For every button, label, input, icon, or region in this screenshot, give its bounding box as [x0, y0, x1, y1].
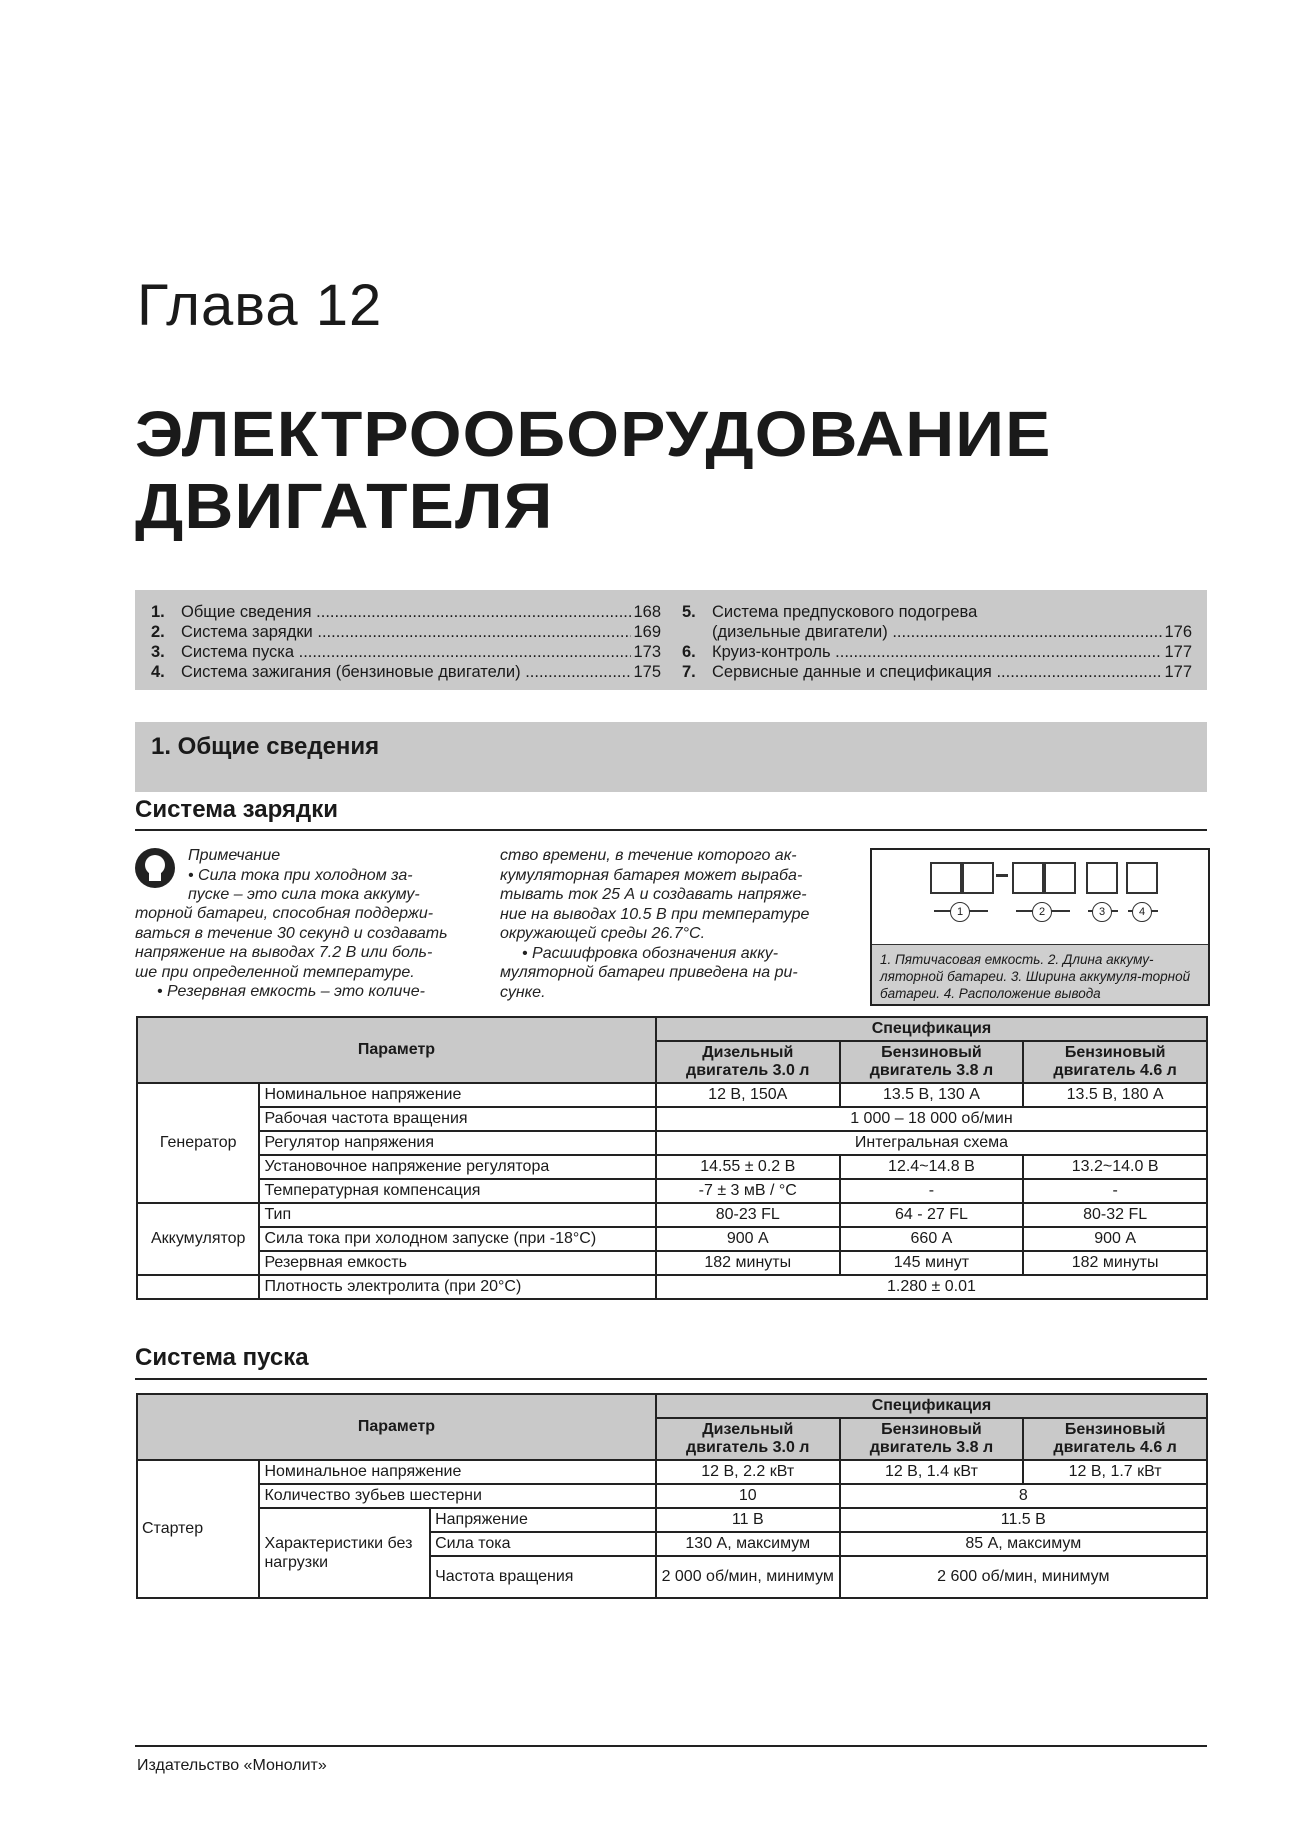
marker-1: 1	[950, 902, 970, 922]
value-cell: 13.2~14.0 В	[1023, 1155, 1207, 1179]
param-cell: Сила тока	[430, 1532, 656, 1556]
param-cell: Резервная емкость	[259, 1251, 655, 1275]
note-line: ние на выводах 10.5 В при температуре	[500, 905, 810, 923]
noload-group: Характеристики без нагрузки	[259, 1508, 430, 1598]
toc-item[interactable]: 3. Система пуска ..... 173	[151, 642, 661, 662]
header-parameter: Параметр	[137, 1017, 656, 1083]
table-of-contents	[135, 590, 1207, 690]
param-cell: Установочное напряжение регулятора	[259, 1155, 655, 1179]
toc-item[interactable]: 4. Система зажигания (бензиновые двигатели) ..... 175	[151, 662, 661, 682]
value-cell: 660 А	[840, 1227, 1024, 1251]
header-col: Дизельный двигатель 3.0 л	[656, 1041, 840, 1083]
chapter-label: Глава 12	[137, 273, 383, 338]
table-row	[137, 1179, 1207, 1203]
group-battery: Аккумулятор	[137, 1203, 259, 1275]
value-cell: 900 А	[1023, 1227, 1207, 1251]
value-cell: 13.5 В, 130 А	[840, 1083, 1024, 1107]
code-box	[930, 862, 962, 894]
battery-code-diagram	[870, 848, 1210, 1006]
group-generator: Генератор	[137, 1083, 259, 1203]
value-cell: 10	[656, 1484, 840, 1508]
value-cell: 64 - 27 FL	[840, 1203, 1024, 1227]
note-heading: Примечание	[188, 847, 281, 864]
param-cell: Частота вращения	[430, 1556, 656, 1598]
starting-spec-table	[136, 1393, 1208, 1599]
marker-2: 2	[1032, 902, 1052, 922]
value-cell: 12 В, 1.4 кВт	[840, 1460, 1024, 1484]
note-column-1-cont	[135, 904, 480, 1002]
value-cell: 80-32 FL	[1023, 1203, 1207, 1227]
value-cell: 13.5 В, 180 А	[1023, 1083, 1207, 1107]
value-cell: 12.4~14.8 В	[840, 1155, 1024, 1179]
table-row	[137, 1508, 1207, 1532]
footer-rule	[135, 1745, 1207, 1747]
toc-item[interactable]: 6. Круиз-контроль ..... 177	[682, 642, 1192, 662]
toc-item[interactable]: 2. Система зарядки ..... 169	[151, 622, 661, 642]
note-bulb-icon	[135, 848, 175, 888]
param-cell: Напряжение	[430, 1508, 656, 1532]
note-line: ше при определенной температуре.	[135, 963, 415, 981]
table-row	[137, 1083, 1207, 1107]
value-cell: 80-23 FL	[656, 1203, 840, 1227]
note-line: пуске – это сила тока аккуму-	[188, 886, 420, 903]
value-cell: 182 минуты	[1023, 1251, 1207, 1275]
note-line: • Резервная емкость – это количе-	[157, 983, 425, 1000]
value-cell: 85 А, максимум	[840, 1532, 1207, 1556]
value-cell: 130 А, максимум	[656, 1532, 840, 1556]
chapter-title-line2: ДВИГАТЕЛЯ	[135, 470, 554, 542]
toc-item[interactable]: 7. Сервисные данные и спецификация ..... 177	[682, 662, 1192, 682]
marker-4: 4	[1132, 902, 1152, 922]
note-column-1	[188, 846, 478, 905]
value-cell: -7 ± 3 мВ / °C	[656, 1179, 840, 1203]
note-line: торной батареи, способная поддержи-	[135, 905, 434, 922]
param-cell: Рабочая частота вращения	[259, 1107, 655, 1131]
publisher-footer: Издательство «Монолит»	[137, 1757, 327, 1774]
param-cell: Сила тока при холодном запуске (при -18°C)	[259, 1227, 655, 1251]
section-title: 1. Общие сведения	[151, 733, 380, 760]
table-row	[137, 1275, 1207, 1299]
value-cell: 12 В, 1.7 кВт	[1023, 1460, 1207, 1484]
param-cell: Количество зубьев шестерни	[259, 1484, 655, 1508]
value-cell: 8	[840, 1484, 1207, 1508]
header-col: Бензиновый двигатель 3.8 л	[840, 1041, 1024, 1083]
code-box	[1126, 862, 1158, 894]
value-cell: 2 600 об/мин, минимум	[840, 1556, 1207, 1598]
table-row	[137, 1131, 1207, 1155]
value-cell: 2 000 об/мин, минимум	[656, 1556, 840, 1598]
value-cell: 12 В, 2.2 кВт	[656, 1460, 840, 1484]
toc-left-column	[151, 602, 661, 682]
diagram-caption: 1. Пятичасовая емкость. 2. Длина аккуму-ляторной батареи. 3. Ширина аккумуля-торной батареи. 4. Расположение вывода	[872, 944, 1208, 1004]
heading-rule	[135, 1378, 1207, 1380]
value-cell: 14.55 ± 0.2 В	[656, 1155, 840, 1179]
header-specification: Спецификация	[656, 1394, 1207, 1418]
value-cell: 1 000 – 18 000 об/мин	[656, 1107, 1207, 1131]
value-cell: -	[1023, 1179, 1207, 1203]
note-line: ваться в течение 30 секунд и создавать	[135, 924, 448, 942]
note-line: • Сила тока при холодном за-	[188, 866, 413, 884]
heading-rule	[135, 829, 1207, 831]
toc-item[interactable]: (дизельные двигатели) ..... 176	[682, 622, 1192, 642]
chapter-title	[135, 398, 1051, 542]
code-box	[962, 862, 994, 894]
param-cell: Номинальное напряжение	[259, 1460, 655, 1484]
note-line: муляторной батареи приведена на ри-	[500, 964, 798, 981]
value-cell: 11 В	[656, 1508, 840, 1532]
value-cell: 12 В, 150А	[656, 1083, 840, 1107]
table-row	[137, 1227, 1207, 1251]
header-col: Бензиновый двигатель 4.6 л	[1023, 1041, 1207, 1083]
note-column-2	[500, 846, 845, 1002]
param-cell: Температурная компенсация	[259, 1179, 655, 1203]
note-line: тывать ток 25 А и создавать напряже-	[500, 886, 807, 903]
param-cell: Плотность электролита (при 20°C)	[259, 1275, 655, 1299]
code-box	[1012, 862, 1044, 894]
table-row	[137, 1484, 1207, 1508]
value-cell: 900 А	[656, 1227, 840, 1251]
param-cell: Регулятор напряжения	[259, 1131, 655, 1155]
toc-right-column	[682, 602, 1192, 682]
empty-group-cell	[137, 1275, 259, 1299]
table-row	[137, 1107, 1207, 1131]
header-specification: Спецификация	[656, 1017, 1207, 1041]
table-row	[137, 1203, 1207, 1227]
code-dash	[996, 874, 1008, 877]
section-header	[135, 722, 1207, 792]
code-box	[1044, 862, 1076, 894]
toc-item[interactable]: 1. Общие сведения ..... 168	[151, 602, 661, 622]
toc-item[interactable]: 5. Система предпускового подогрева	[682, 603, 978, 621]
note-line: кумуляторная батарея может выраба-	[500, 866, 803, 884]
code-box	[1086, 862, 1118, 894]
param-cell: Номинальное напряжение	[259, 1083, 655, 1107]
header-col: Бензиновый двигатель 4.6 л	[1023, 1418, 1207, 1460]
note-line: напряжение на выводах 7.2 В или боль-	[135, 944, 433, 961]
chapter-title-line1: ЭЛЕКТРООБОРУДОВАНИЕ	[135, 398, 1052, 470]
value-cell: -	[840, 1179, 1024, 1203]
value-cell: 11.5 В	[840, 1508, 1207, 1532]
starting-system-heading: Система пуска	[135, 1344, 309, 1371]
value-cell: Интегральная схема	[656, 1131, 1207, 1155]
note-line: сунке.	[500, 983, 546, 1001]
charging-spec-table	[136, 1016, 1208, 1300]
note-line: • Расшифровка обозначения акку-	[522, 944, 779, 962]
header-col: Бензиновый двигатель 3.8 л	[840, 1418, 1024, 1460]
marker-3: 3	[1092, 902, 1112, 922]
value-cell: 182 минуты	[656, 1251, 840, 1275]
note-line: окружающей среды 26.7°C.	[500, 925, 706, 942]
table-row	[137, 1251, 1207, 1275]
header-parameter: Параметр	[137, 1394, 656, 1460]
value-cell: 145 минут	[840, 1251, 1024, 1275]
table-row	[137, 1460, 1207, 1484]
note-line: ство времени, в течение которого ак-	[500, 847, 797, 864]
charging-system-heading: Система зарядки	[135, 796, 338, 823]
param-cell: Тип	[259, 1203, 655, 1227]
group-starter: Стартер	[137, 1460, 259, 1598]
header-col: Дизельный двигатель 3.0 л	[656, 1418, 840, 1460]
table-row	[137, 1155, 1207, 1179]
value-cell: 1.280 ± 0.01	[656, 1275, 1207, 1299]
